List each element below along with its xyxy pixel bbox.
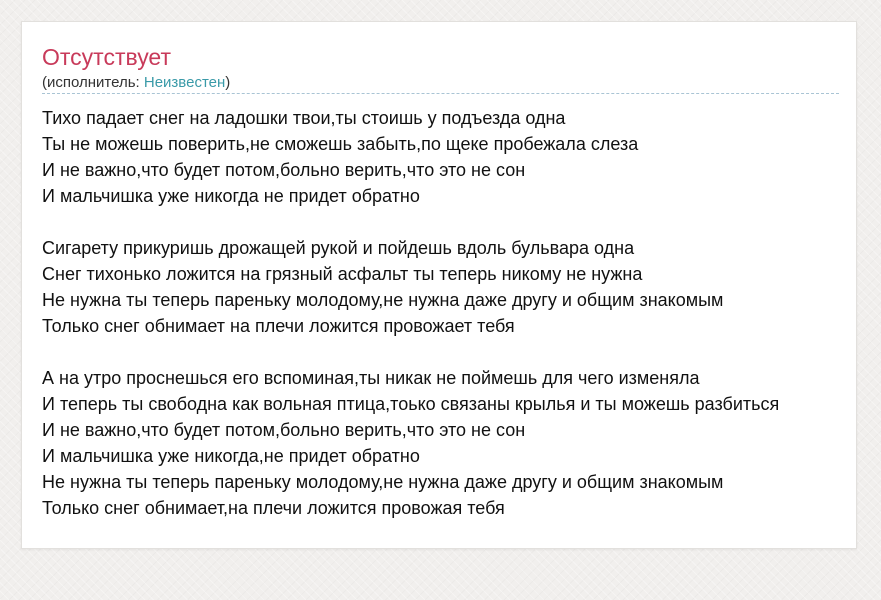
lyric-line: Только снег обнимает на плечи ложится провожает тебя [42,316,515,336]
lyrics-text [42,105,852,521]
lyric-line: И теперь ты свободна как вольная птица,тоько связаны крылья и ты можешь разбиться [42,394,780,414]
song-title: Отсутствует [42,44,171,70]
lyric-line: И мальчишка уже никогда не придет обратно [42,186,420,206]
lyric-line: И не важно,что будет потом,больно верить,что это не сон [42,160,526,180]
lyric-line: Только снег обнимает,на плечи ложится провожая тебя [42,498,505,518]
artist-suffix: ) [225,74,231,91]
artist-link[interactable]: Неизвестен [143,74,226,91]
artist-line [42,73,230,92]
lyric-line: Снег тихонько ложится на грязный асфальт ты теперь никому не нужна [42,264,643,284]
lyric-line: Ты не можешь поверить,не сможешь забыть,по щеке пробежала слеза [42,134,639,154]
lyric-line: Тихо падает снег на ладошки твои,ты стоишь у подъезда одна [42,108,566,128]
artist-prefix: (исполнитель: [42,74,144,91]
lyric-line: Не нужна ты теперь пареньку молодому,не нужна даже другу и общим знакомым [42,472,724,492]
lyrics-stanza [42,235,852,339]
lyric-line: Сигарету прикуришь дрожащей рукой и пойдешь вдоль бульвара одна [42,238,635,258]
lyric-line: Не нужна ты теперь пареньку молодому,не нужна даже другу и общим знакомым [42,290,724,310]
lyric-line: И мальчишка уже никогда,не придет обратно [42,446,420,466]
lyric-line: И не важно,что будет потом,больно верить,что это не сон [42,420,526,440]
title-divider [42,93,839,94]
lyrics-stanza [42,365,852,521]
lyric-line: А на утро проснешься его вспоминая,ты никак не поймешь для чего изменяла [42,368,700,388]
lyrics-stanza [42,105,852,209]
lyrics-card [21,21,857,549]
